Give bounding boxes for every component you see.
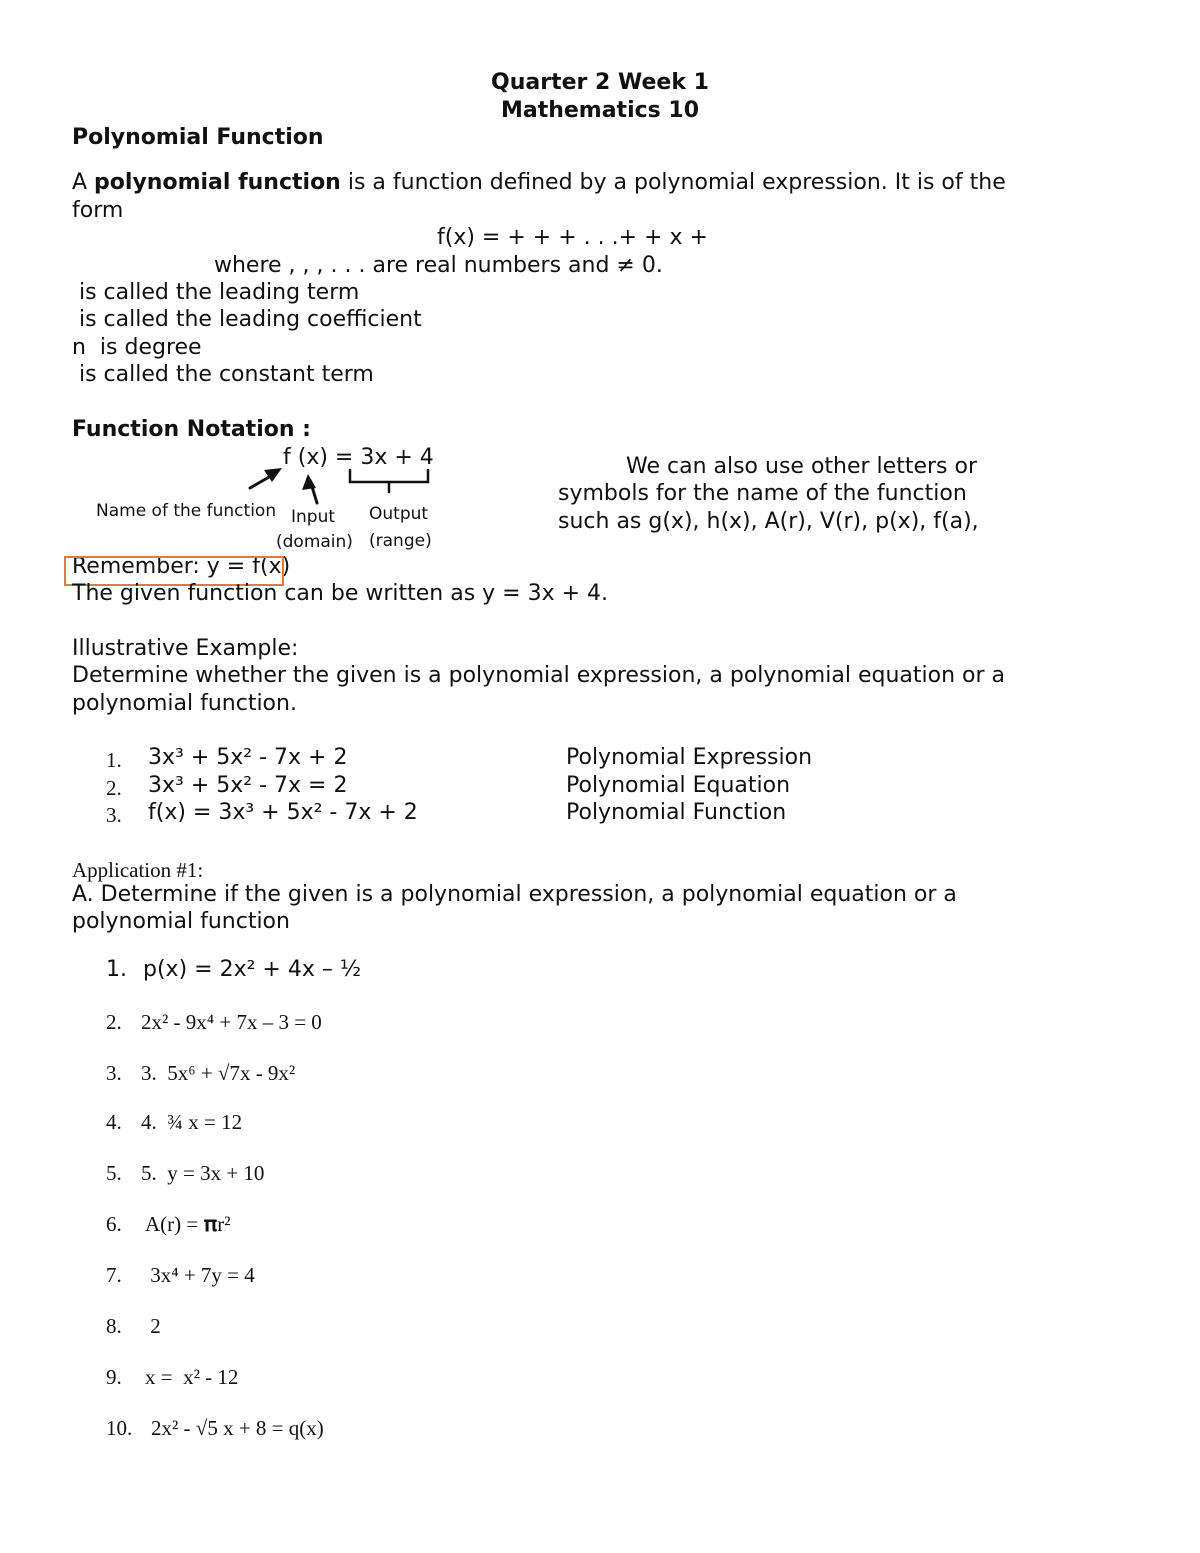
side-note-line1: We can also use other letters or: [626, 454, 977, 479]
note-constant-term: is called the constant term: [72, 362, 374, 387]
example-item-number: 2.: [106, 776, 122, 800]
section-heading-function-notation: Function Notation :: [72, 417, 311, 442]
example-item-number: 3.: [106, 803, 122, 827]
arrow-input-line: [310, 480, 317, 503]
application-prompt-line2: polynomial function: [72, 909, 290, 934]
application-item-number: 6.: [106, 1212, 122, 1236]
application-item-number: 7.: [106, 1263, 122, 1287]
application-item-number: 2.: [106, 1010, 122, 1034]
example-item-expression: f(x) = 3x³ + 5x² - 7x + 2: [148, 800, 418, 825]
side-note-line2: symbols for the name of the function: [558, 481, 967, 506]
application-item-expression: 4. ¾ x = 12: [141, 1110, 243, 1134]
application-item-expression: 2x² - 9x⁴ + 7x – 3 = 0: [141, 1010, 322, 1034]
application-item-expression: 2x² - √5 x + 8 = q(x): [151, 1416, 324, 1440]
notation-equation: f (x) = 3x + 4: [283, 445, 434, 470]
application-item-number: 3.: [106, 1061, 122, 1085]
output-bracket: [350, 470, 428, 492]
example-item-expression: 3x³ + 5x² - 7x + 2: [148, 745, 348, 770]
definition-form: form: [72, 198, 124, 223]
application-item-number: 1.: [106, 957, 127, 982]
example-item-answer: Polynomial Expression: [566, 745, 813, 770]
definition-rest: is a function defined by a polynomial expression. It is of the: [340, 170, 1006, 195]
label-name-of-function: Name of the function: [96, 501, 277, 521]
label-domain: (domain): [276, 532, 353, 552]
application-item-number: 9.: [106, 1365, 122, 1389]
application-item-number: 4.: [106, 1110, 122, 1134]
note-leading-coefficient: is called the leading coefficient: [72, 307, 422, 332]
label-input: Input: [291, 507, 336, 527]
application-item-expression: x = x² - 12: [145, 1365, 239, 1389]
application-item-expression: 5. y = 3x + 10: [141, 1161, 265, 1185]
given-function-line: The given function can be written as y = 3x + 4.: [72, 581, 609, 606]
example-item-answer: Polynomial Equation: [566, 773, 791, 798]
arrow-name-line: [250, 473, 276, 488]
arrow-name-head: [264, 468, 282, 482]
definition-line: [72, 170, 1006, 196]
example-item-expression: 3x³ + 5x² - 7x = 2: [148, 773, 348, 798]
example-heading: Illustrative Example:: [72, 636, 299, 661]
label-output: Output: [369, 504, 429, 524]
application-item-number: 5.: [106, 1161, 122, 1185]
remember-line: Remember: y = f(x): [72, 554, 291, 579]
note-leading-term: is called the leading term: [72, 280, 360, 305]
application-prompt-line1: A. Determine if the given is a polynomial expression, a polynomial equation or a: [72, 882, 957, 907]
definition-a: A: [72, 170, 95, 195]
example-prompt-line1: Determine whether the given is a polynomial expression, a polynomial equation or a: [72, 663, 1005, 688]
definition-term: polynomial function: [94, 170, 341, 195]
label-range: (range): [369, 531, 432, 551]
example-item-answer: Polynomial Function: [566, 800, 787, 825]
arrow-input-head: [302, 474, 316, 490]
application-item-expression: 3. 5x⁶ + √7x - 9x²: [141, 1061, 296, 1085]
application-heading: Application #1:: [72, 858, 204, 882]
application-item-expression: 3x⁴ + 7y = 4: [145, 1263, 255, 1287]
page-title-line1: Quarter 2 Week 1: [491, 70, 709, 95]
page-title-line2: Mathematics 10: [500, 98, 700, 123]
section-heading-polynomial-function: Polynomial Function: [72, 125, 324, 150]
example-prompt-line2: polynomial function.: [72, 691, 297, 716]
example-item-number: 1.: [106, 748, 122, 772]
application-item-number: 10.: [106, 1416, 133, 1440]
side-note-line3: such as g(x), h(x), A(r), V(r), p(x), f(a),: [558, 509, 979, 534]
application-item-expression: A(r) = 𝛑r²: [145, 1212, 231, 1236]
application-item-number: 8.: [106, 1314, 122, 1338]
general-formula: f(x) = + + + . . .+ + x +: [437, 225, 708, 250]
where-clause: where , , , . . . are real numbers and ≠ 0.: [214, 253, 663, 278]
note-degree: n is degree: [72, 335, 202, 360]
application-item-expression: p(x) = 2x² + 4x – ½: [143, 957, 362, 982]
application-item-expression: 2: [145, 1314, 161, 1338]
